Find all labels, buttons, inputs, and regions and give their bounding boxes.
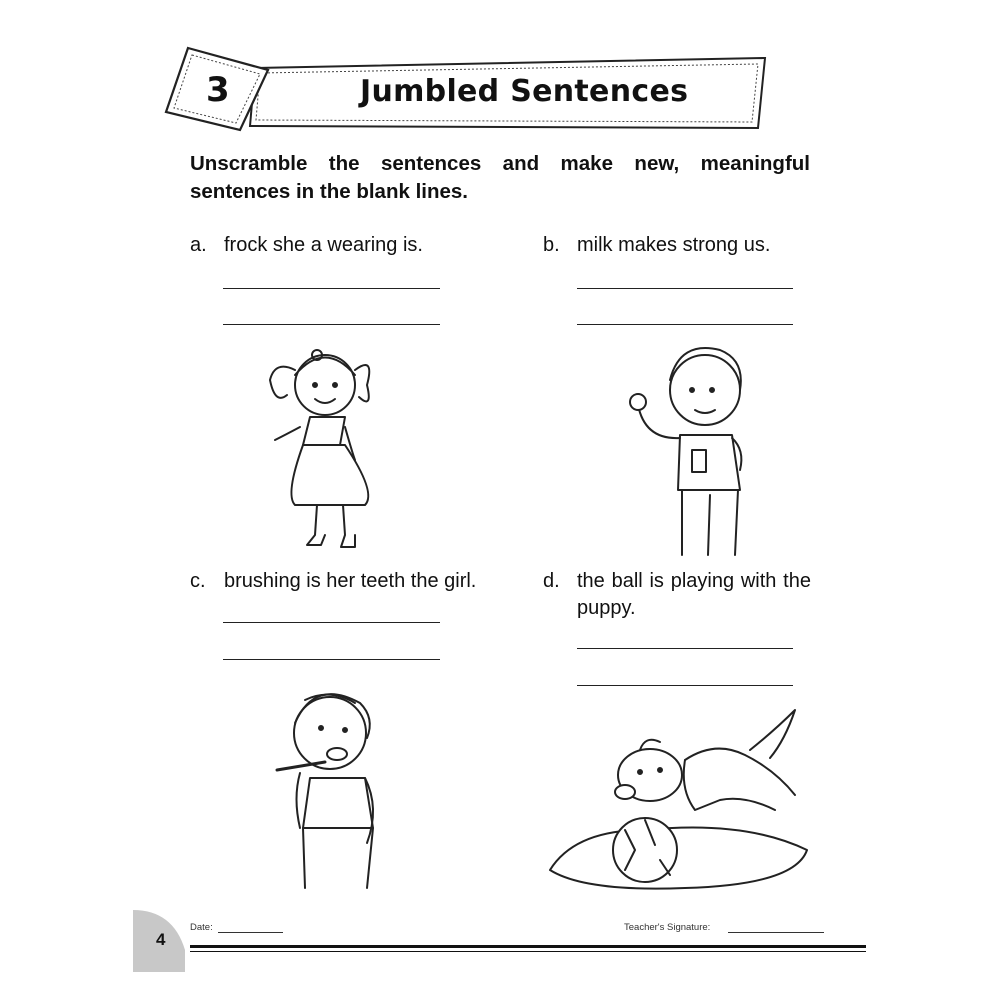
question-text: frock she a wearing is. xyxy=(224,234,423,256)
question-text: milk makes strong us. xyxy=(577,234,771,256)
answer-line[interactable] xyxy=(577,685,793,686)
footer-rule-thin xyxy=(190,951,866,952)
answer-line[interactable] xyxy=(223,659,440,660)
chapter-number: 3 xyxy=(206,70,230,110)
answer-line[interactable] xyxy=(577,288,793,289)
page-title: Jumbled Sentences xyxy=(360,74,689,109)
footer-rule xyxy=(190,945,866,948)
page-number: 4 xyxy=(156,930,166,949)
answer-line[interactable] xyxy=(577,324,793,325)
answer-line[interactable] xyxy=(223,324,440,325)
answer-line[interactable] xyxy=(223,622,440,623)
answer-line[interactable] xyxy=(223,288,440,289)
signature-label: Teacher's Signature: xyxy=(624,922,711,933)
instructions: Unscramble the sentences and make new, meaningful sentences in the blank lines. xyxy=(190,152,810,203)
answer-line[interactable] xyxy=(577,648,793,649)
boy-with-milk-glass-illustration xyxy=(620,330,765,560)
question-letter: a. xyxy=(190,234,207,256)
question-letter: c. xyxy=(190,570,206,592)
date-label: Date: xyxy=(190,922,213,933)
date-field[interactable] xyxy=(218,932,283,933)
girl-in-frock-illustration xyxy=(255,335,385,565)
question-text: the ball is playing with the puppy. xyxy=(577,570,811,619)
chapter-banner xyxy=(160,40,780,140)
puppy-with-ball-illustration xyxy=(545,700,815,895)
question-letter: b. xyxy=(543,234,560,256)
question-text: brushing is her teeth the girl. xyxy=(224,570,477,592)
girl-brushing-teeth-illustration xyxy=(255,678,395,893)
signature-field[interactable] xyxy=(728,932,824,933)
question-letter: d. xyxy=(543,570,560,592)
